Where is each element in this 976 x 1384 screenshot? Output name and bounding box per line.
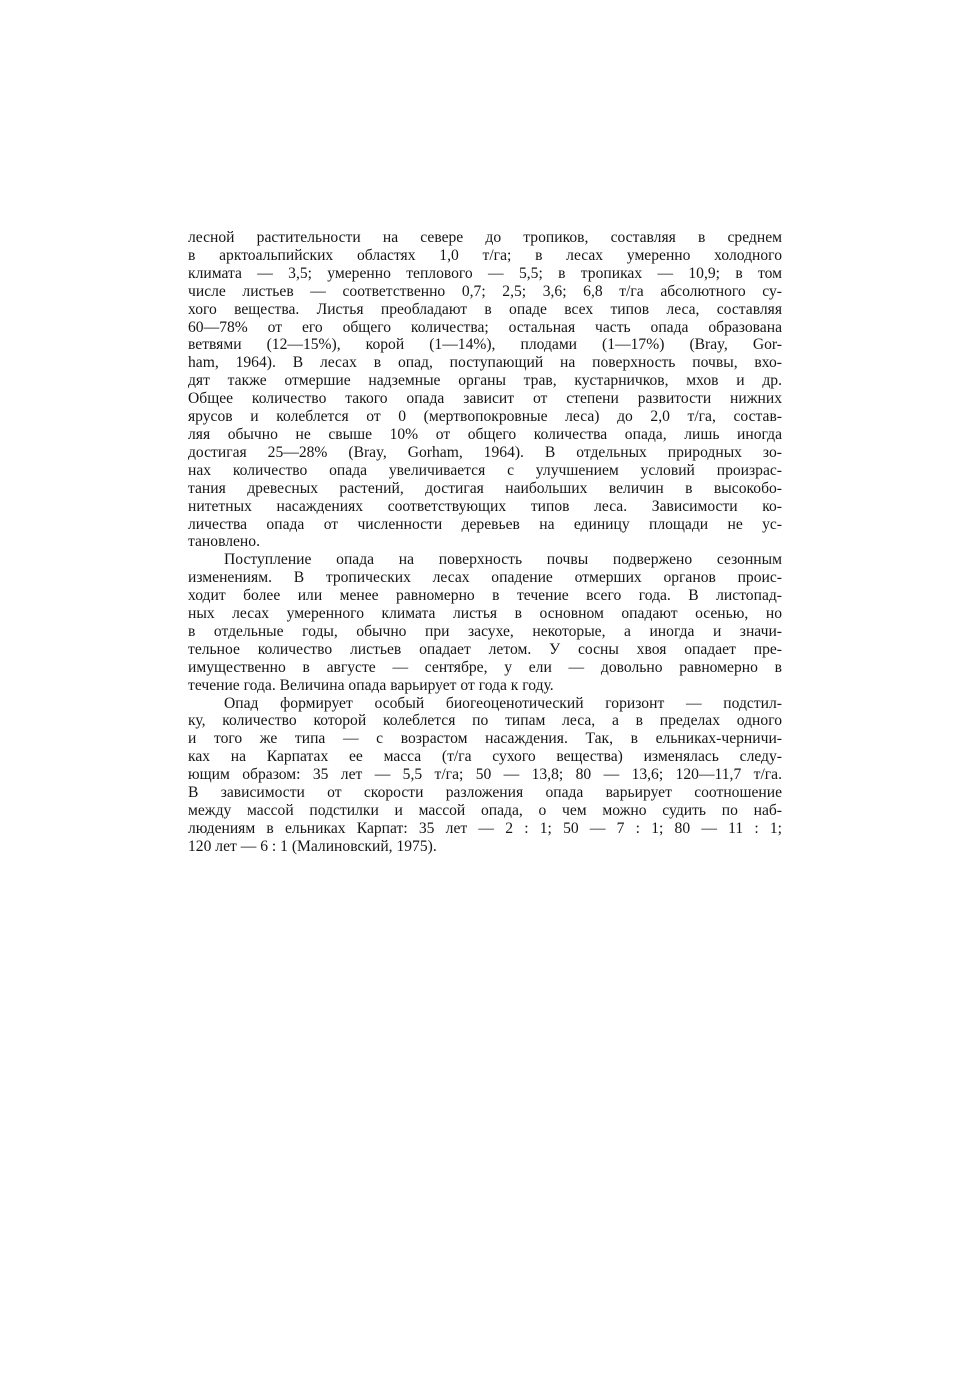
text-line: тельное количество листьев опадает летом. У сосны хвоя опадает пре- [188, 640, 782, 658]
text-line: личества опада от численности деревьев на единицу площади не ус- [188, 515, 782, 533]
text-line: тановлено. [188, 533, 260, 551]
text-line: ку, количество которой колеблется по типам леса, а в пределах одного [188, 712, 782, 730]
text-line: тания древесных растений, достигая наибольших величин в высокобо- [188, 479, 782, 497]
text-line: числе листьев — соответственно 0,7; 2,5; 3,6; 6,8 т/га абсолютного су- [188, 282, 782, 300]
text-line: нитетных насаждениях соответствующих типов леса. Зависимости ко- [188, 497, 782, 515]
text-line: в арктоальпийских областях 1,0 т/га; в лесах умеренно холодного [188, 246, 782, 264]
text-line: ветвями (12—15%), корой (1—14%), плодами (1—17%) (Bray, Gor- [188, 336, 782, 354]
text-line: климата — 3,5; умеренно теплового — 5,5; в тропиках — 10,9; в том [188, 264, 782, 282]
text-line: В зависимости от скорости разложения опада варьирует соотношение [188, 784, 782, 802]
text-line: людениям в ельниках Карпат: 35 лет — 2 : 1; 50 — 7 : 1; 80 — 11 : 1; [188, 819, 782, 837]
paragraph-forest-floor [188, 695, 782, 856]
text-line: в отдельные годы, обычно при засухе, некоторые, а иногда и значи- [188, 622, 782, 640]
text-line: ляя обычно не свыше 10% от общего количества опада, лишь иногда [188, 425, 782, 443]
text-line: 60—78% от его общего количества; остальная часть опада образована [188, 318, 782, 336]
text-line: и того же типа — с возрастом насаждения. Так, в ельниках-черничи- [188, 730, 782, 748]
text-line: Поступление опада на поверхность почвы подвержено сезонным [224, 551, 782, 569]
text-line: достигая 25—28% (Bray, Gorham, 1964). В отдельных природных зо- [188, 443, 782, 461]
text-line: имущественно в августе — сентябре, у ели — довольно равномерно в [188, 658, 782, 676]
text-line: ющим образом: 35 лет — 5,5 т/га; 50 — 13,8; 80 — 13,6; 120—11,7 т/га. [188, 766, 782, 784]
text-line: ходит более или менее равномерно в течение всего года. В листопад- [188, 587, 782, 605]
text-line: Общее количество такого опада зависит от степени развитости нижних [188, 390, 782, 408]
text-line: ярусов и колеблется от 0 (мертвопокровные леса) до 2,0 т/га, состав- [188, 408, 782, 426]
text-line: лесной растительности на севере до тропиков, составляя в среднем [188, 229, 782, 246]
paragraph-seasonal-changes [188, 551, 782, 694]
text-line: дят также отмершие надземные органы трав, кустарничков, мхов и др. [188, 372, 782, 390]
text-line: нах количество опада увеличивается с улучшением условий произрас- [188, 461, 782, 479]
text-line: Опад формирует особый биогеоценотический горизонт — подстил- [224, 694, 782, 712]
text-line: 120 лет — 6 : 1 (Малиновский, 1975). [188, 837, 437, 855]
text-line: хого вещества. Листья преобладают в опаде всех типов леса, составляя [188, 300, 782, 318]
text-line: ках на Карпатах ее масса (т/га сухого вещества) изменялась следу- [188, 748, 782, 766]
text-line: ham, 1964). В лесах в опад, поступающий на поверхность почвы, вхо- [188, 354, 782, 372]
document-page [188, 229, 782, 856]
text-line: изменениям. В тропических лесах опадение отмерших органов проис- [188, 569, 782, 587]
text-line: течение года. Величина опада варьирует от года к году. [188, 676, 554, 694]
paragraph-litterfall-composition [188, 229, 782, 551]
text-line: ных лесах умеренного климата листья в основном опадают осенью, но [188, 605, 782, 623]
text-line: между массой подстилки и массой опада, о чем можно судить по наб- [188, 802, 782, 819]
